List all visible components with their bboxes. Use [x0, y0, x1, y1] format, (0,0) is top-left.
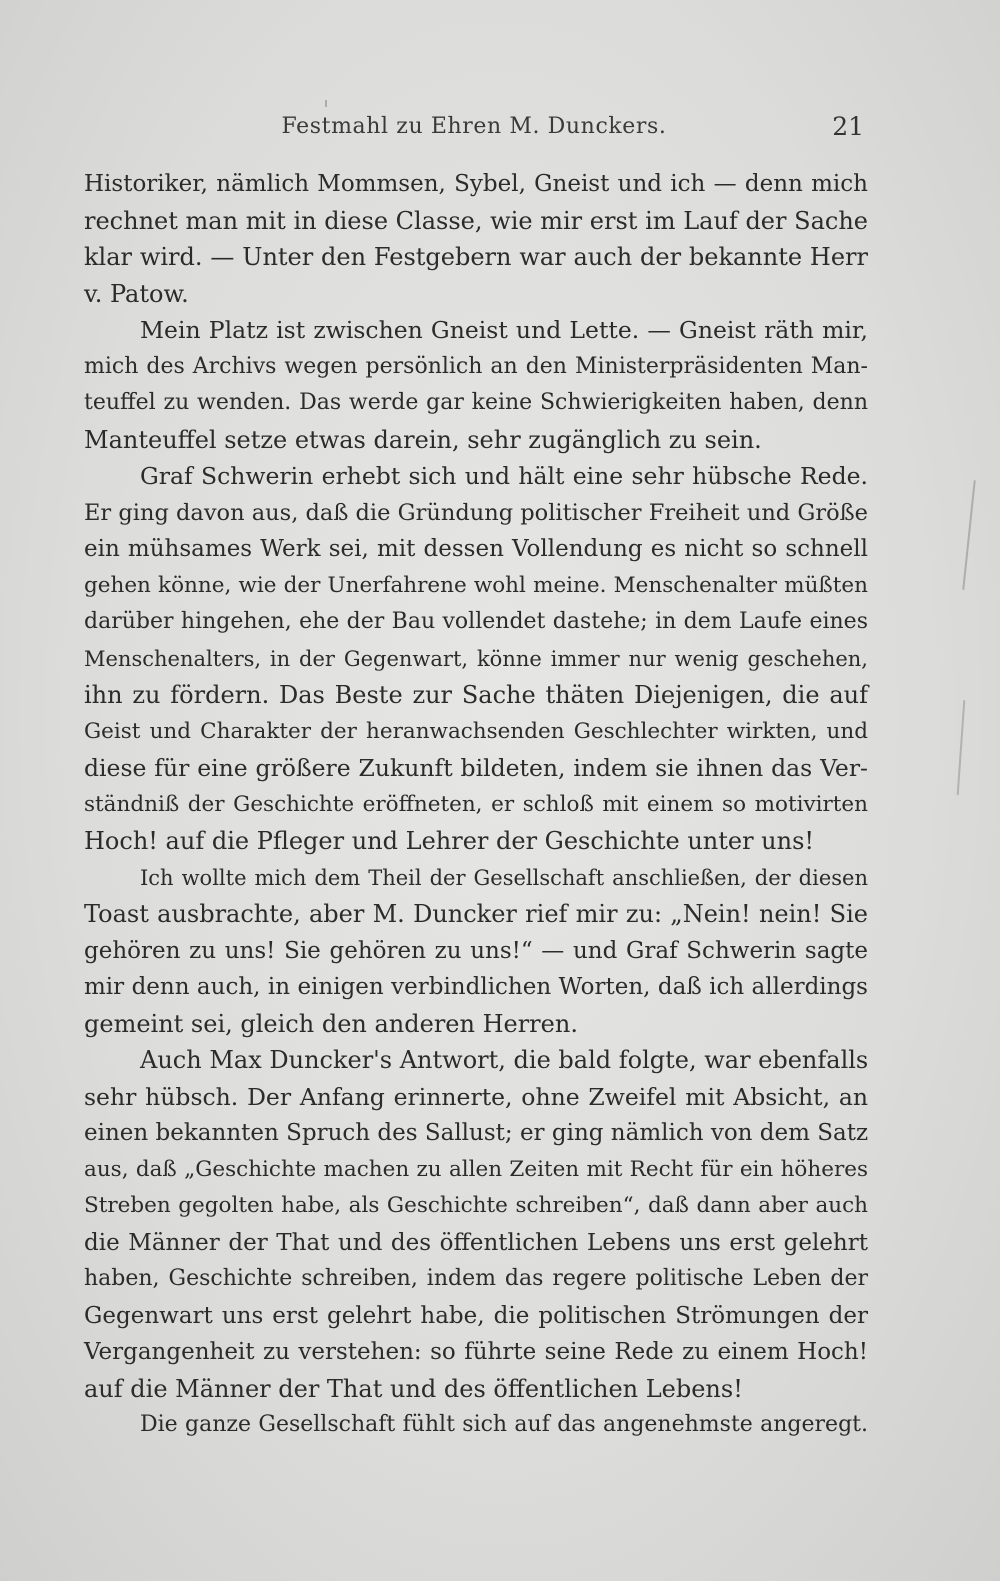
- text-line: Gegenwart uns erst gelehrt habe, die politischen Strömungen der: [84, 1302, 868, 1329]
- page-number: 21: [832, 112, 864, 141]
- text-line: aus, daß „Geschichte machen zu allen Zeiten mit Recht für ein höheres: [84, 1156, 868, 1182]
- text-line: rechnet man mit in diese Classe, wie mir erst im Lauf der Sache: [84, 206, 868, 235]
- text-line: Toast ausbrachte, aber M. Duncker rief mir zu: „Nein! nein! Sie: [84, 900, 868, 928]
- text-line: Vergangenheit zu verstehen: so führte seine Rede zu einem Hoch!: [84, 1339, 868, 1365]
- text-line: darüber hingehen, ehe der Bau vollendet dastehe; in dem Laufe eines: [84, 609, 868, 634]
- margin-pencil-mark: [957, 700, 965, 795]
- text-line: gemeint sei, gleich den anderen Herren.: [84, 1009, 578, 1038]
- text-line: Auch Max Duncker's Antwort, die bald folgte, war ebenfalls: [140, 1046, 869, 1074]
- text-line: mich des Archivs wegen persönlich an den Ministerpräsidenten Man-: [84, 353, 868, 379]
- paper-speck: [325, 100, 327, 107]
- text-line: mir denn auch, in einigen verbindlichen Worten, daß ich allerdings: [84, 974, 868, 1000]
- text-line: Menschenalters, in der Gegenwart, könne immer nur wenig geschehen,: [84, 646, 868, 671]
- page-header: [84, 114, 864, 150]
- text-line: Historiker, nämlich Mommsen, Sybel, Gneist und ich — denn mich: [84, 171, 868, 197]
- text-line: ihn zu fördern. Das Beste zur Sache thäten Diejenigen, die auf: [84, 681, 868, 709]
- text-line: haben, Geschichte schreiben, indem das regere politische Leben der: [84, 1266, 868, 1291]
- text-line: ein mühsames Werk sei, mit dessen Vollendung es nicht so schnell: [84, 536, 868, 562]
- text-line: Ich wollte mich dem Theil der Gesellschaft anschließen, der diesen: [140, 865, 868, 890]
- text-line: Hoch! auf die Pfleger und Lehrer der Geschichte unter uns!: [84, 827, 815, 855]
- body-text: [84, 166, 868, 1444]
- text-line: v. Patow.: [84, 279, 189, 308]
- text-line: Manteuffel setze etwas darein, sehr zugänglich zu sein.: [84, 425, 762, 454]
- running-head: Festmahl zu Ehren M. Dunckers.: [281, 114, 667, 139]
- text-line: diese für eine größere Zukunft bildeten, indem sie ihnen das Ver-: [84, 754, 868, 782]
- text-line: ständniß der Geschichte eröffneten, er schloß mit einem so motivirten: [84, 791, 868, 817]
- margin-pencil-mark: [962, 480, 975, 590]
- text-line: Graf Schwerin erhebt sich und hält eine sehr hübsche Rede.: [140, 462, 868, 490]
- text-line: Er ging davon aus, daß die Gründung politischer Freiheit und Größe: [84, 499, 868, 526]
- text-line: die Männer der That und des öffentlichen Lebens uns erst gelehrt: [84, 1229, 868, 1256]
- text-line: einen bekannten Spruch des Sallust; er ging nämlich von dem Satz: [84, 1120, 869, 1146]
- text-line: auf die Männer der That und des öffentlichen Lebens!: [84, 1374, 743, 1403]
- text-line: Streben gegolten habe, als Geschichte schreiben“, daß dann aber auch: [84, 1193, 868, 1218]
- text-line: teuffel zu wenden. Das werde gar keine Schwierigkeiten haben, denn: [84, 390, 868, 415]
- text-line: gehen könne, wie der Unerfahrene wohl meine. Menschenalter müßten: [84, 572, 868, 598]
- text-line: sehr hübsch. Der Anfang erinnerte, ohne Zweifel mit Absicht, an: [84, 1082, 868, 1111]
- text-line: gehören zu uns! Sie gehören zu uns!“ — und Graf Schwerin sagte: [84, 937, 868, 964]
- text-line: Geist und Charakter der heranwachsenden Geschlechter wirkten, und: [84, 718, 868, 744]
- text-line: klar wird. — Unter den Festgebern war auch der bekannte Herr: [84, 243, 868, 271]
- text-line: Mein Platz ist zwischen Gneist und Lette. — Gneist räth mir,: [140, 316, 868, 344]
- text-line: Die ganze Gesellschaft fühlt sich auf das angenehmste angeregt.: [140, 1412, 868, 1437]
